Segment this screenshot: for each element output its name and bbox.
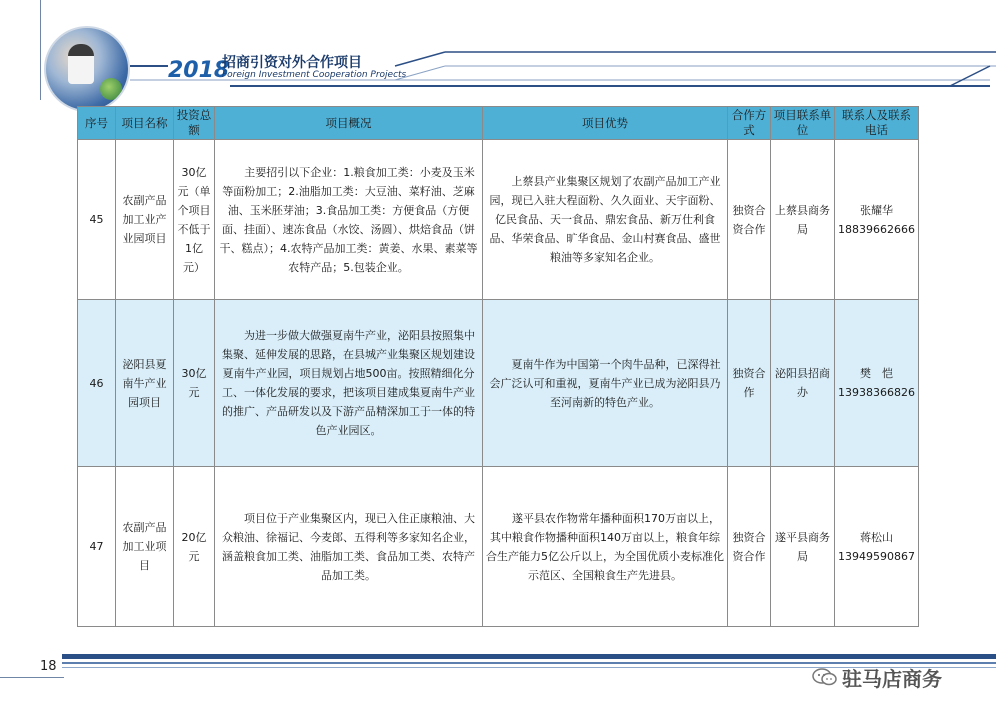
row-contact-phone: 13949590867 — [838, 549, 915, 563]
row-contact-cell — [835, 467, 919, 627]
row-contact-phone: 18839662666 — [838, 222, 915, 236]
project-table — [77, 106, 919, 627]
col-header-overview: 项目概况 — [215, 107, 483, 140]
row-contact-name: 樊 恺 — [859, 367, 893, 380]
row-advantage: 遂平县农作物常年播种面积170万亩以上，其中粮食作物播种面积140万亩以上，粮食年综合生产能力5亿公斤以上，为全国优质小麦标准化示范区、全国粮食生产先进县。 — [483, 467, 728, 627]
row-no: 47 — [78, 467, 116, 627]
header-subtitle: Foreign Investment Cooperation Projects — [222, 70, 407, 80]
header-year: 2018 — [168, 58, 230, 83]
footer-band-dark — [62, 654, 996, 659]
table-header-row — [78, 107, 919, 140]
row-invest: 30亿元（单个项目不低于1亿元） — [174, 140, 215, 300]
col-header-advantage: 项目优势 — [483, 107, 728, 140]
row-name: 泌阳县夏南牛产业园项目 — [116, 300, 174, 467]
row-mode: 独资合资合作 — [728, 467, 771, 627]
wechat-icon — [812, 667, 838, 687]
row-unit: 泌阳县招商办 — [771, 300, 835, 467]
row-contact-cell — [835, 300, 919, 467]
row-overview: 为进一步做大做强夏南牛产业，泌阳县按照集中集聚、延伸发展的思路，在县城产业集聚区规划建设夏南牛产业园，项目规划占地500亩。按照精细化分工、一体化发展的要求，把该项目建成集夏南牛产业的推广、产品研发以及下游产品精深加工于一体的特色产业园区。 — [215, 300, 483, 467]
table-row — [78, 300, 919, 467]
header-title: 招商引资对外合作项目 — [222, 55, 362, 71]
table-row — [78, 140, 919, 300]
row-mode: 独资合作 — [728, 300, 771, 467]
header-decor-lines — [0, 0, 996, 105]
col-header-mode: 合作方式 — [728, 107, 771, 140]
row-contact-phone: 13938366826 — [838, 386, 915, 399]
page-number: 18 — [40, 659, 57, 674]
row-advantage: 夏南牛作为中国第一个肉牛品种，已深得社会广泛认可和重视，夏南牛产业已成为泌阳县乃至河南新的特色产业。 — [483, 300, 728, 467]
row-no: 46 — [78, 300, 116, 467]
row-contact-cell — [835, 140, 919, 300]
col-header-unit: 项目联系单位 — [771, 107, 835, 140]
table-row — [78, 467, 919, 627]
row-advantage: 上蔡县产业集聚区规划了农副产品加工产业园，现已入驻大程面粉、久久面业、天宇面粉、亿民食品、天一食品、鼎宏食品、新万仕利食品、华荣食品、旷华食品、金山村赛食品、盛世粮油等多家知名企业。 — [483, 140, 728, 300]
row-unit: 遂平县商务局 — [771, 467, 835, 627]
col-header-name: 项目名称 — [116, 107, 174, 140]
row-overview: 项目位于产业集聚区内，现已入住正康粮油、大众粮油、徐福记、今麦郎、五得利等多家知名企业，涵盖粮食加工类、油脂加工类、食品加工类、农特产品加工类。 — [215, 467, 483, 627]
row-name: 农副产品加工业项目 — [116, 467, 174, 627]
row-overview: 主要招引以下企业：1.粮食加工类：小麦及玉米等面粉加工；2.油脂加工类：大豆油、菜籽油、芝麻油、玉米胚芽油；3.食品加工类：方便食品（方便面、挂面）、速冻食品（水饺、汤圆）、烘焙食品（饼干、糕点）；4.农特产品加工类：黄姜、水果、素菜等农特产品；5.包装企业。 — [215, 140, 483, 300]
col-header-invest: 投资总额 — [174, 107, 215, 140]
page-number-rule — [0, 677, 64, 678]
row-invest: 20亿元 — [174, 467, 215, 627]
row-invest: 30亿元 — [174, 300, 215, 467]
row-name: 农副产品加工业产业园项目 — [116, 140, 174, 300]
row-no: 45 — [78, 140, 116, 300]
col-header-no: 序号 — [78, 107, 116, 140]
row-unit: 上蔡县商务局 — [771, 140, 835, 300]
row-contact-name: 蒋松山 — [859, 530, 893, 544]
watermark-text: 驻马店商务 — [842, 667, 942, 691]
row-contact-name: 张耀华 — [859, 203, 893, 217]
row-mode: 独资合资合作 — [728, 140, 771, 300]
col-header-contact: 联系人及联系电话 — [835, 107, 919, 140]
